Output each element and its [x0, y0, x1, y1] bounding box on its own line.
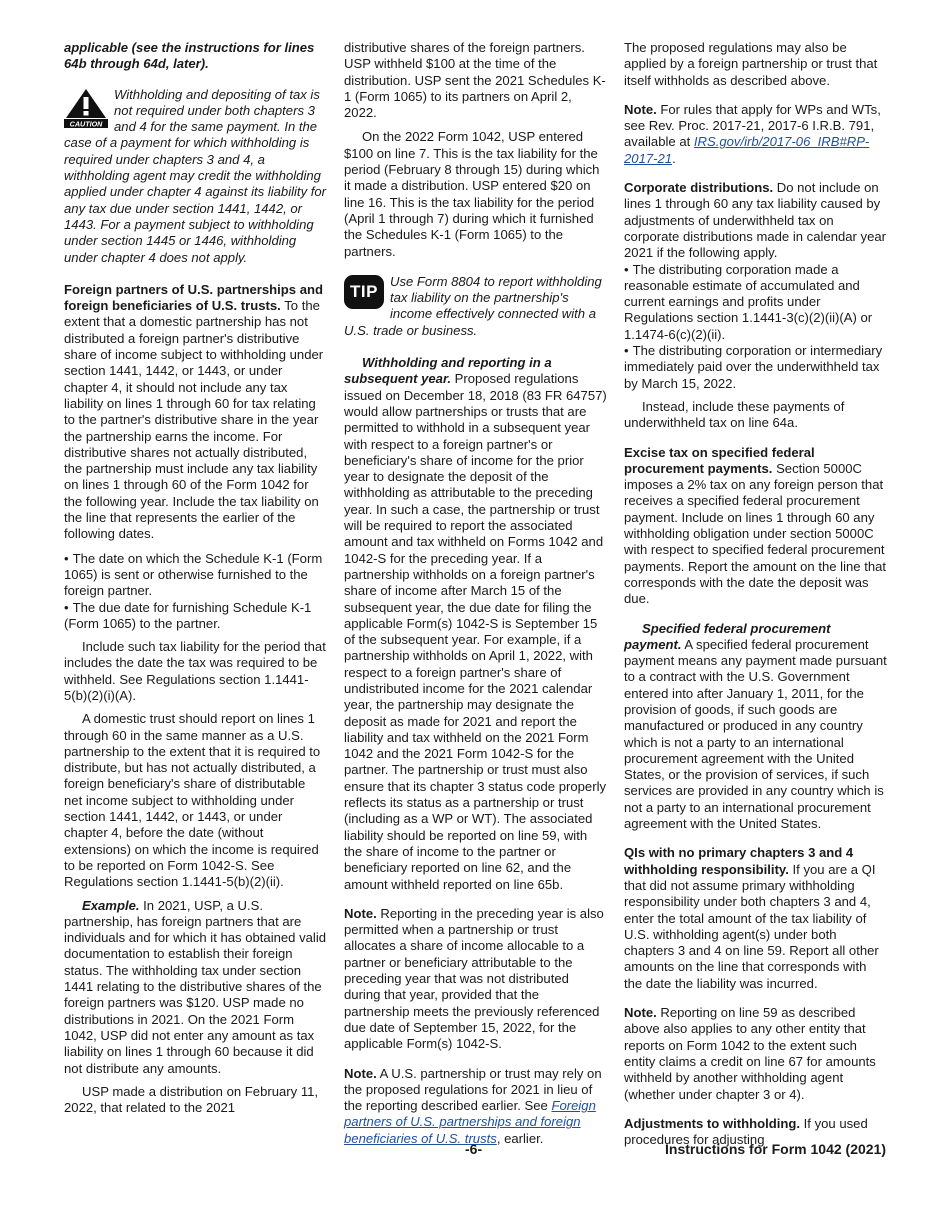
- tip-callout: [344, 274, 607, 339]
- bullet-k1-sent: • The date on which the Schedule K-1 (Form 1065) is sent or otherwise furnished to the foreign partner.: [64, 551, 327, 600]
- subsequent-year-heading: Withholding and reporting in a subsequent year.: [344, 355, 552, 387]
- note-label: Note.: [624, 1005, 657, 1021]
- qi-heading: QIs with no primary chapters 3 and 4 withholding responsibility.: [624, 845, 854, 877]
- note-wp-wt: [624, 102, 887, 167]
- column-2: [344, 40, 607, 1155]
- bullet-paid-over: • The distributing corporation or intermediary immediately paid over the underwithheld tax by March 15, 2022.: [624, 343, 887, 392]
- adjustments-heading: Adjustments to withholding.: [624, 1115, 801, 1131]
- specified-procurement-body: A specified federal procurement payment means any payment made pursuant to a contract with the U.S. Government entered into after January 1, 2011, for the provision of goods, if such goods are manufactured or produced in any country which is not a party to an international procurement agreement with the United States, or the provision of services, if such services are provided in any country which is not a party to an international procurement agreement with the United States.: [624, 636, 887, 832]
- irs-irb-link[interactable]: IRS.gov/irb/2017-06_IRB#RP-2017-21: [624, 134, 870, 166]
- note-tail: , earlier.: [496, 1130, 544, 1146]
- note-preceding-year: [344, 906, 607, 1053]
- usp-distribution-paragraph: USP made a distribution on February 11, 2022, that related to the 2021: [64, 1083, 319, 1116]
- form-2022-paragraph: On the 2022 Form 1042, USP entered $100 on line 7. This is the tax liability for the period (February 8 through 15) during which it made a distribution. USP entered $20 on line 16. This is the tax liability for the period (April 1 through 7) during which it furnished the Schedules K-1 (Form 1065) to the partners.: [344, 129, 600, 259]
- example-paragraph: [64, 898, 327, 1077]
- foreign-partners-link[interactable]: Foreign partners of U.S. partnerships and foreign beneficiaries of U.S. trusts: [344, 1098, 596, 1146]
- column-3: [624, 40, 887, 1148]
- subsequent-year-paragraph: [344, 355, 607, 893]
- page-number: -6-: [465, 1141, 483, 1157]
- note-rely-regulations: [344, 1066, 607, 1147]
- subsequent-year-body: Proposed regulations issued on December 18, 2018 (83 FR 64757) would allow partnerships or trusts that are permitted to withhold in a subsequent year with respect to a foreign partner's or beneficiary's share of income for the prior year to designate the deposit of the withholding as attributable to the preceding year. In such a case, the partnership or trust will be required to report the associated amount and tax withheld on Forms 1042 and 1042-S for the preceding year. If a partnership withholds on a foreign partner's share of income after March 15 of the subsequent year, the due date for filing the applicable Form(s) 1042-S is September 15 of the subsequent year. For example, if a partnership withholds on April 1, 2022, with respect to a foreign partner's share of undistributed income for the 2021 calendar year, the partnership may designate the deposit as made for 2021 and report the liability and tax withheld on the 2021 Form 1042 and the 2021 Form 1042-S for the partner. The partnership or trust must also ensure that its chapter 3 status code properly reflects its status as a partnership or trust (including as a WP or WT). The associated liability should be reported on line 59, with the share of income to the partner or beneficiary reported on line 62, and the amount withheld reported on line 65b.: [344, 371, 607, 892]
- distributive-shares-paragraph: distributive shares of the foreign partners. USP withheld $100 at the time of the distribution. USP sent the 2021 Schedules K-1 (Form 1065) to its partners on April 2, 2022.: [344, 40, 606, 121]
- qi-body: If you are a QI that did not assume primary withholding responsibility under both chapters 3 and 4, enter the total amount of the tax liability of U.S. withholding agent(s) under both chapters 3 and 4 on line 59. Report all other amounts on the line that corresponds with the date the liability was incurred.: [624, 861, 879, 991]
- note-label: Note.: [344, 905, 377, 921]
- corporate-distributions-body: Do not include on lines 1 through 60 any tax liability caused by adjustments of underwithheld tax on corporate distributions made in calendar year 2021 if the following apply.: [624, 180, 887, 261]
- note-body: A U.S. partnership or trust may rely on the proposed regulations for 2021 in lieu of the reporting described earlier. See: [344, 1065, 602, 1114]
- note-body: Reporting in the preceding year is also permitted when a partnership or trust allocates a share of income allocable to a partner or beneficiary attributable to the preceding year that was not distributed during that year, provided that the partnership meets the previously referenced due date of September 15, 2022, for the applicable Form(s) 1042-S.: [344, 905, 604, 1052]
- qi-paragraph: [624, 845, 887, 992]
- note-body: For rules that apply for WPs and WTs, see Rev. Proc. 2017-21, 2017-6 I.R.B. 791, available at: [624, 101, 881, 150]
- note-body: Reporting on line 59 as described above also applies to any other entity that reports on Form 1042 to the extent such entity claims a credit on line 67 for amounts withheld by another withholding agent (whether under chapter 3 or 4).: [624, 1005, 876, 1102]
- adjustments-body: If you used procedures for adjusting: [624, 1115, 868, 1148]
- example-heading: Example.: [82, 897, 140, 913]
- bullet-reasonable-estimate: • The distributing corporation made a reasonable estimate of accumulated and current earnings and profits under Regulations section 1.1441-3(c)(2)(ii)(A) or 1.1474-6(c)(2)(ii).: [624, 262, 887, 343]
- caution-text: Withholding and depositing of tax is not required under both chapters 3 and 4 for the same payment. In the case of a payment for which withholding is required under chapters 3 and 4, a withholding agent may credit the withholding applied under chapter 4 against its liability for any tax due under section 1441, 1442, or 1443. For a payment subject to withholding under section 1445 or 1446, withholding under chapter 4 does not apply.: [64, 86, 327, 265]
- include-liability-paragraph: Include such tax liability for the period that includes the date the tax was required to be withheld. See Regulations section 1.1441-5(b)(2)(i)(A).: [64, 639, 326, 703]
- instead-paragraph: Instead, include these payments of underwithheld tax on line 64a.: [624, 398, 845, 431]
- caution-callout: [64, 87, 327, 266]
- note-line-59: [624, 1005, 887, 1103]
- note-label: Note.: [624, 101, 657, 117]
- caution-icon: [64, 88, 108, 132]
- excise-tax-body: Section 5000C imposes a 2% tax on any foreign person that receives a specified federal procurement payment. Include on lines 1 through 60 any withholding obligation under section 5000C with respect to specified federal procurement payments. Report the amount on the line that corresponds with the date the deposit was due.: [624, 460, 887, 607]
- column-1: [64, 40, 327, 1116]
- note-label: Note.: [344, 1065, 377, 1081]
- proposed-regs-paragraph: The proposed regulations may also be applied by a foreign partnership or trust that itself withholds as described above.: [624, 40, 878, 88]
- corporate-distributions-heading: Corporate distributions.: [624, 180, 774, 196]
- svg-text:CAUTION: CAUTION: [69, 118, 103, 128]
- intro-fragment: applicable (see the instructions for lines 64b through 64d, later).: [64, 40, 315, 72]
- footer-title: Instructions for Form 1042 (2021): [665, 1141, 886, 1157]
- note-tail: .: [672, 150, 676, 166]
- specified-procurement-paragraph: [624, 621, 887, 833]
- excise-tax-heading: Excise tax on specified federal procurement payments.: [624, 444, 815, 476]
- foreign-partners-body: To the extent that a domestic partnership has not distributed a foreign partner's distributive share of income subject to withholding under section 1441, 1442, or 1443, or under chapter 4, it should not include any tax liability on lines 1 through 60 for tax relating to the partner's distributive share in the year the partnership earns the income. For distributive shares not actually distributed, the partnership must include any tax liability on lines 1 through 60 of the Form 1042 for the following year. Include the tax liability on the line that represents the earlier of the following dates.: [64, 298, 324, 542]
- tip-icon: TIP: [344, 275, 384, 309]
- bullet-k1-due: • The due date for furnishing Schedule K-1 (Form 1065) to the partner.: [64, 600, 327, 633]
- corporate-distributions-paragraph: [624, 180, 887, 261]
- example-body: In 2021, USP, a U.S. partnership, has foreign partners that are individuals and for which it has obtained valid documentation to establish their foreign status. The withholding tax under section 1441 relating to the distributive shares of the foreign partners was $120. USP made no distributions in 2021. On the 2021 Form 1042, USP did not enter any amount as tax liability on lines 1 through 60 because it did not distribute any amounts.: [64, 897, 327, 1076]
- excise-tax-paragraph: [624, 445, 887, 608]
- foreign-partners-paragraph: [64, 282, 327, 543]
- tip-text: Use Form 8804 to report withholding tax liability on the partnership's income effectively connected with a U.S. trade or business.: [344, 273, 602, 338]
- specified-procurement-heading: Specified federal procurement payment.: [624, 620, 831, 652]
- foreign-partners-heading: Foreign partners of U.S. partnerships and foreign beneficiaries of U.S. trusts.: [64, 281, 324, 314]
- domestic-trust-paragraph: A domestic trust should report on lines 1 through 60 in the same manner as a U.S. partnership to the extent that it is required to distribute, but has not actually distributed, a foreign beneficiary's share of distributable net income subject to withholding under section 1441, 1442, or 1443, or under chapter 4, before the date (without extensions) on which the income is required to be reported on Form 1042-S. See Regulations section 1.1441-5(b)(2)(ii).: [64, 711, 321, 890]
